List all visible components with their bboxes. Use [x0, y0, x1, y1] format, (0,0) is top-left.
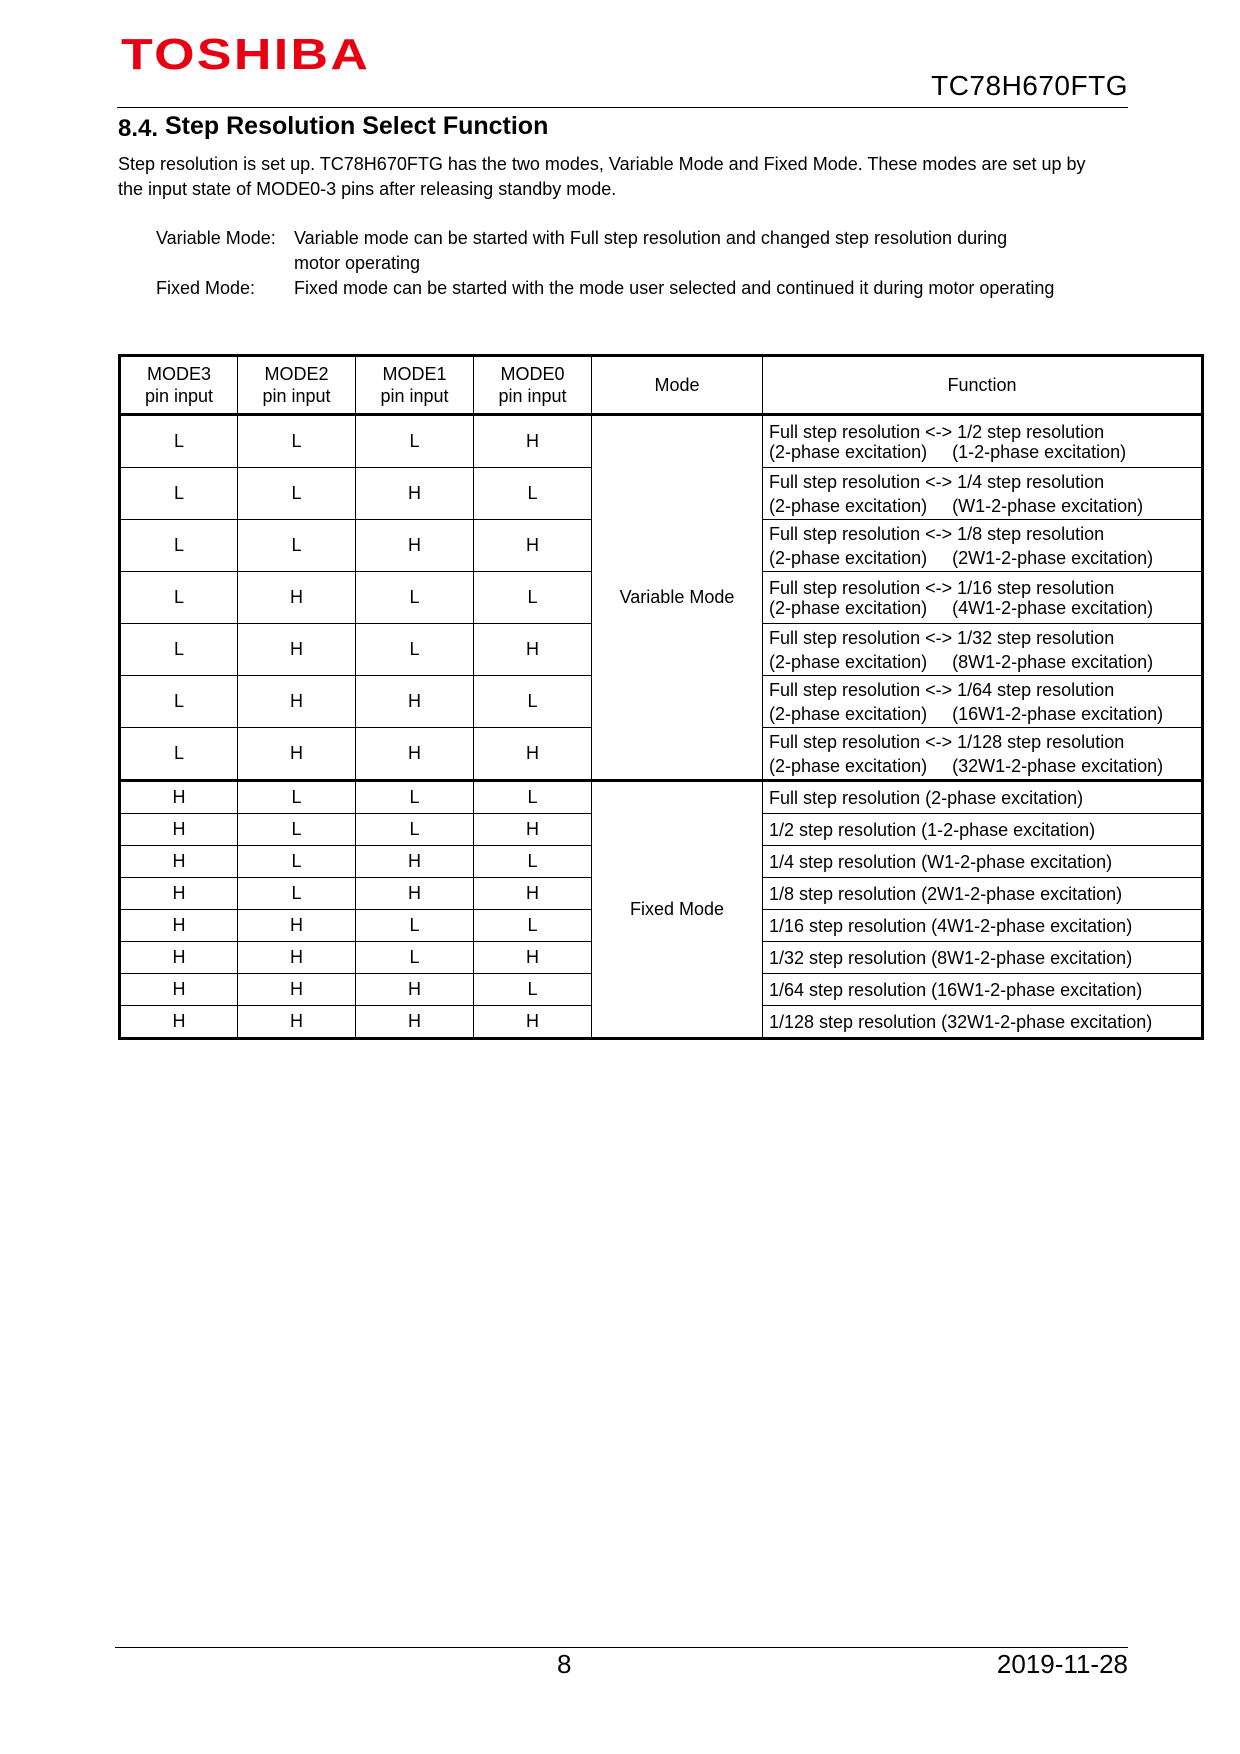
header-mode0: MODE0 pin input: [474, 356, 592, 415]
mode3-value: L: [120, 676, 238, 728]
definition-line: Fixed mode can be started with the mode user selected and continued it during motor operating: [294, 278, 1055, 298]
mode0-value: H: [474, 415, 592, 468]
mode0-value: H: [474, 624, 592, 676]
header-mode: Mode: [592, 356, 763, 415]
mode0-value: L: [474, 676, 592, 728]
mode3-value: H: [120, 942, 238, 974]
mode3-value: H: [120, 814, 238, 846]
mode2-value: L: [238, 846, 356, 878]
mode1-value: H: [356, 974, 474, 1006]
function-cell: Full step resolution <-> 1/32 step resolution (2-phase excitation) (8W1-2-phase excitation): [763, 624, 1203, 676]
mode3-value: L: [120, 468, 238, 520]
function-cell: 1/32 step resolution (8W1-2-phase excitation): [763, 942, 1203, 974]
function-cell: Full step resolution <-> 1/4 step resolution (2-phase excitation) (W1-2-phase excitation): [763, 468, 1203, 520]
definition-line: motor operating: [294, 253, 421, 273]
mode1-value: H: [356, 520, 474, 572]
mode2-value: H: [238, 728, 356, 781]
mode1-value: H: [356, 878, 474, 910]
mode3-value: L: [120, 572, 238, 624]
section-number: 8.4.: [118, 115, 159, 142]
function-cell: 1/2 step resolution (1-2-phase excitation): [763, 814, 1203, 846]
mode0-value: L: [474, 572, 592, 624]
mode3-value: H: [120, 878, 238, 910]
definition-desc: [294, 276, 1094, 301]
function-cell: Full step resolution (2-phase excitation): [763, 781, 1203, 814]
mode1-value: L: [356, 415, 474, 468]
mode1-value: L: [356, 624, 474, 676]
mode1-value: L: [356, 814, 474, 846]
mode2-value: L: [238, 781, 356, 814]
intro-line: the input state of MODE0-3 pins after releasing standby mode.: [118, 179, 617, 199]
footer-divider: [115, 1647, 1128, 1648]
mode3-value: L: [120, 520, 238, 572]
document-id: TC78H670FTG: [931, 70, 1128, 101]
section-title-text: Step Resolution Select Function: [164, 112, 549, 140]
mode1-value: H: [356, 676, 474, 728]
mode3-value: H: [120, 910, 238, 942]
mode3-value: L: [120, 415, 238, 468]
definition-term: Variable Mode:: [156, 228, 276, 248]
table-row: [120, 415, 1203, 468]
mode1-value: H: [356, 468, 474, 520]
mode0-value: L: [474, 974, 592, 1006]
mode0-value: H: [474, 728, 592, 781]
mode2-value: H: [238, 676, 356, 728]
mode2-value: L: [238, 814, 356, 846]
mode1-value: L: [356, 910, 474, 942]
mode3-value: H: [120, 846, 238, 878]
toshiba-logo: TOSHIBA: [121, 30, 371, 79]
definition-desc: [294, 226, 1094, 276]
header-mode1: MODE1 pin input: [356, 356, 474, 415]
mode2-value: L: [238, 878, 356, 910]
mode2-value: H: [238, 942, 356, 974]
mode0-value: L: [474, 781, 592, 814]
function-cell: Full step resolution <-> 1/8 step resolution (2-phase excitation) (2W1-2-phase excitation): [763, 520, 1203, 572]
mode1-value: H: [356, 846, 474, 878]
intro-line: Step resolution is set up. TC78H670FTG has the two modes, Variable Mode and Fixed Mode. These modes are set up by: [118, 154, 1086, 174]
function-cell: Full step resolution <-> 1/16 step resolution (2-phase excitation) (4W1-2-phase excitation): [763, 572, 1203, 624]
section-title: [118, 112, 548, 141]
mode-select-table: [118, 354, 1204, 1040]
mode1-value: L: [356, 781, 474, 814]
function-cell: 1/128 step resolution (32W1-2-phase excitation): [763, 1006, 1203, 1039]
mode3-value: H: [120, 1006, 238, 1039]
function-cell: 1/16 step resolution (4W1-2-phase excitation): [763, 910, 1203, 942]
mode0-value: H: [474, 942, 592, 974]
table-header-row: [120, 356, 1203, 415]
mode0-value: H: [474, 520, 592, 572]
mode3-value: L: [120, 728, 238, 781]
mode3-value: H: [120, 974, 238, 1006]
mode0-value: H: [474, 814, 592, 846]
fixed-mode-label: Fixed Mode: [592, 781, 763, 1039]
mode1-value: L: [356, 572, 474, 624]
publish-date: 2019-11-28: [996, 1649, 1128, 1679]
mode0-value: H: [474, 1006, 592, 1039]
mode0-value: L: [474, 910, 592, 942]
mode1-value: H: [356, 1006, 474, 1039]
function-cell: 1/64 step resolution (16W1-2-phase excitation): [763, 974, 1203, 1006]
function-cell: Full step resolution <-> 1/2 step resolution (2-phase excitation) (1-2-phase excitation): [763, 415, 1203, 468]
function-cell: Full step resolution <-> 1/128 step resolution (2-phase excitation) (32W1-2-phase excitation): [763, 728, 1203, 781]
mode1-value: L: [356, 942, 474, 974]
mode2-value: H: [238, 974, 356, 1006]
page-number: 8: [557, 1649, 572, 1679]
mode1-value: H: [356, 728, 474, 781]
mode2-value: L: [238, 415, 356, 468]
mode2-value: H: [238, 1006, 356, 1039]
definition-line: Variable mode can be started with Full step resolution and changed step resolution during: [294, 228, 1008, 248]
mode2-value: H: [238, 624, 356, 676]
mode2-value: H: [238, 572, 356, 624]
mode2-value: L: [238, 468, 356, 520]
variable-mode-label: Variable Mode: [592, 415, 763, 781]
mode2-value: H: [238, 910, 356, 942]
function-cell: 1/4 step resolution (W1-2-phase excitation): [763, 846, 1203, 878]
mode3-value: L: [120, 624, 238, 676]
table-row: [120, 781, 1203, 814]
header-mode3: MODE3 pin input: [120, 356, 238, 415]
header-function: Function: [763, 356, 1203, 415]
function-cell: 1/8 step resolution (2W1-2-phase excitation): [763, 878, 1203, 910]
header-divider: [117, 107, 1128, 108]
header-mode2: MODE2 pin input: [238, 356, 356, 415]
mode0-value: L: [474, 468, 592, 520]
mode0-value: L: [474, 846, 592, 878]
mode0-value: H: [474, 878, 592, 910]
intro-paragraph: [118, 152, 1138, 202]
mode2-value: L: [238, 520, 356, 572]
mode3-value: H: [120, 781, 238, 814]
definition-term: Fixed Mode:: [156, 278, 256, 298]
function-cell: Full step resolution <-> 1/64 step resolution (2-phase excitation) (16W1-2-phase excitation): [763, 676, 1203, 728]
